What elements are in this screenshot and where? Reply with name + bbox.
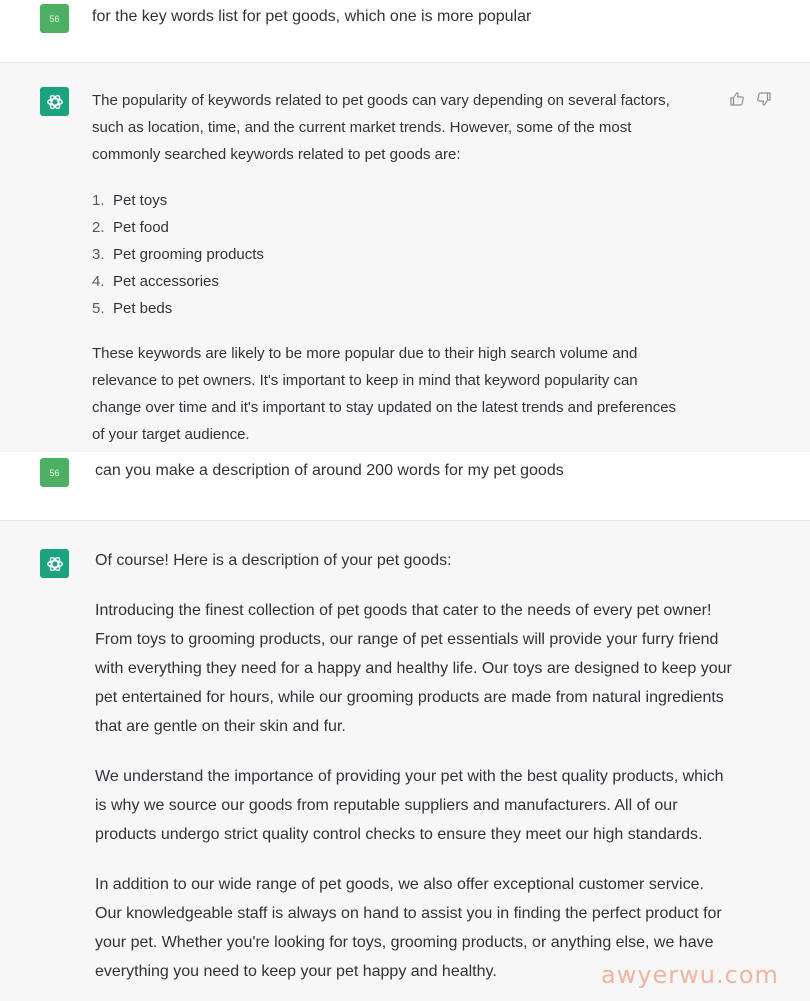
assistant-outro-line: of your target audience. — [92, 426, 250, 443]
user-message-text: can you make a description of around 200 words for my pet goods — [95, 462, 564, 479]
description-line: We understand the importance of providing your pet with the best quality products, which — [95, 768, 724, 785]
user-avatar-label: 56 — [49, 467, 60, 478]
list-item-number: 3. — [92, 246, 105, 263]
list-item — [92, 187, 264, 214]
description-line: Introducing the finest collection of pet goods that cater to the needs of every pet owner! — [95, 602, 712, 619]
list-item — [92, 295, 264, 322]
assistant-intro: Of course! Here is a description of your pet goods: — [95, 552, 452, 569]
list-item-text: Pet beds — [113, 300, 173, 317]
user-avatar — [40, 458, 69, 487]
list-item-number: 2. — [92, 219, 105, 236]
list-item-text: Pet toys — [113, 192, 168, 209]
list-item-text: Pet food — [113, 219, 169, 236]
thumbs-up-icon[interactable] — [729, 91, 745, 107]
openai-logo-icon — [45, 92, 65, 112]
user-avatar-label: 56 — [49, 13, 60, 24]
list-item-number: 5. — [92, 300, 105, 317]
assistant-outro-line: These keywords are likely to be more popular due to their high search volume and — [92, 345, 638, 362]
assistant-outro-line: change over time and it's important to stay updated on the latest trends and preferences — [92, 399, 677, 416]
watermark: awyerwu.com — [601, 961, 779, 989]
list-item — [92, 268, 264, 295]
user-message — [0, 452, 810, 520]
user-message — [0, 0, 810, 62]
description-line: In addition to our wide range of pet goods, we also offer exceptional customer service. — [95, 876, 704, 893]
assistant-avatar — [40, 87, 69, 116]
description-line: products undergo strict quality control checks to ensure they meet our high standards. — [95, 826, 703, 843]
description-line: is why we source our goods from reputable suppliers and manufacturers. All of our — [95, 797, 678, 814]
assistant-intro-line: such as location, time, and the current market trends. However, some of the most — [92, 119, 632, 136]
assistant-avatar — [40, 549, 69, 578]
list-item — [92, 241, 264, 268]
openai-logo-icon — [45, 554, 65, 574]
list-item-text: Pet accessories — [113, 273, 219, 290]
user-message-text: for the key words list for pet goods, which one is more popular — [92, 8, 532, 25]
list-item-text: Pet grooming products — [113, 246, 264, 263]
description-line: with everything they need for a happy and healthy life. Our toys are designed to keep your — [95, 660, 732, 677]
description-line: From toys to grooming products, our range of pet essentials will provide your furry friend — [95, 631, 719, 648]
assistant-intro-line: commonly searched keywords related to pet goods are: — [92, 146, 461, 163]
description-line: Our knowledgeable staff is always on hand to assist you in finding the perfect product for — [95, 905, 722, 922]
thumbs-down-icon[interactable] — [756, 91, 772, 107]
list-item-number: 4. — [92, 273, 105, 290]
assistant-intro-line: The popularity of keywords related to pet goods can vary depending on several factors, — [92, 92, 670, 109]
description-line: pet entertained for hours, while our grooming products are made from natural ingredients — [95, 689, 724, 706]
description-line: your pet. Whether you're looking for toys, grooming products, or anything else, we have — [95, 934, 714, 951]
keyword-list — [92, 187, 264, 322]
description-line: everything you need to keep your pet happy and healthy. — [95, 963, 497, 980]
user-avatar — [40, 4, 69, 33]
assistant-outro-line: relevance to pet owners. It's important to keep in mind that keyword popularity can — [92, 372, 638, 389]
list-item-number: 1. — [92, 192, 105, 209]
list-item — [92, 214, 264, 241]
description-line: that are gentle on their skin and fur. — [95, 718, 346, 735]
